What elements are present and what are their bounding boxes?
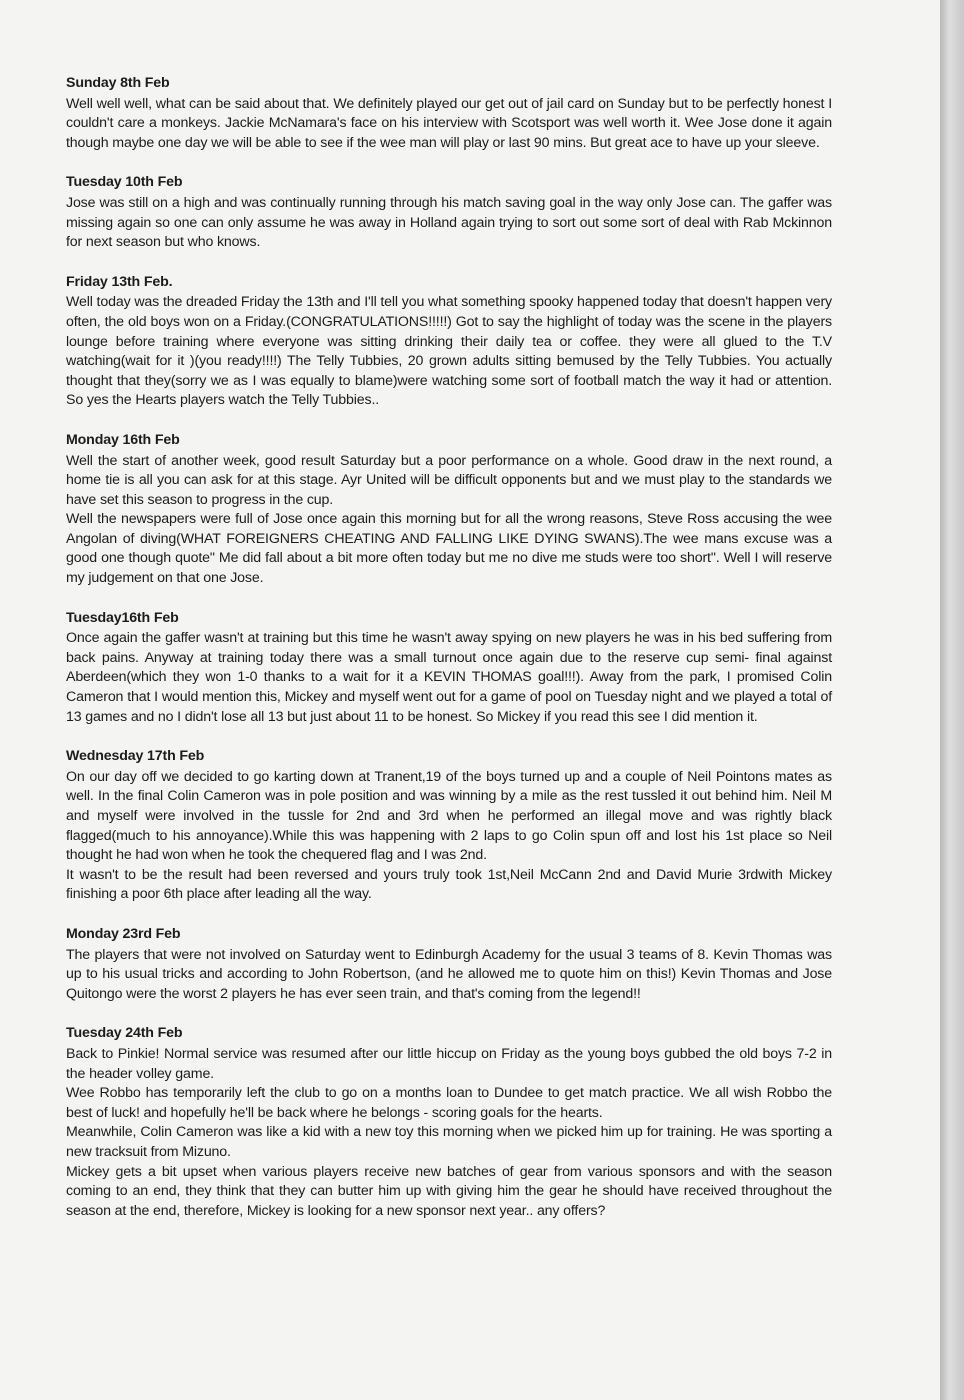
- diary-entry: [66, 431, 832, 589]
- entry-date-heading: Monday 16th Feb: [66, 431, 180, 448]
- diary-entry: [66, 925, 832, 1004]
- diary-entry: [66, 1024, 832, 1221]
- entry-paragraph: Wee Robbo has temporarily left the club to go on a months loan to Dundee to get match practice. We all wish Robbo the best of luck! and hopefully he'll be back where he belongs - scoring goals for the hearts.: [66, 1085, 832, 1121]
- entry-date-heading: Tuesday 24th Feb: [66, 1025, 183, 1042]
- entry-paragraph: Meanwhile, Colin Cameron was like a kid with a new toy this morning when we picked him up for training. He was sporting a new tracksuit from Mizuno.: [66, 1124, 832, 1160]
- entry-paragraph: Well the newspapers were full of Jose once again this morning but for all the wrong reasons, Steve Ross accusing the wee Angolan of diving(WHAT FOREIGNERS CHEATING AND FALLING LIKE DYING SWANS).The wee mans excuse was a good one though quote" Me did fall about a bit more often today but me no dive me studs were too short". Well I will reserve my judgement on that one Jose.: [66, 511, 832, 587]
- entry-paragraph: Well the start of another week, good result Saturday but a poor performance on a whole. Good draw in the next round, a home tie is all you can ask for at this stage. Ayr United will be difficult opponents but and we must play to the standards we have set this season to progress in the cup.: [66, 452, 832, 508]
- entry-paragraph: Jose was still on a high and was continually running through his match saving goal in the way only Jose can. The gaffer was missing again so one can only assume he was away in Holland again trying to sort out some sort of deal with Rab Mckinnon for next season but who knows.: [66, 194, 832, 251]
- entry-date-heading: Monday 23rd Feb: [66, 925, 181, 942]
- page-edge: [940, 0, 964, 1400]
- entry-date-heading: Tuesday 10th Feb: [66, 174, 183, 191]
- entry-date-heading: Tuesday16th Feb: [66, 609, 179, 626]
- diary-entry: [66, 747, 832, 905]
- entry-date-heading: Sunday 8th Feb: [66, 75, 170, 91]
- entry-paragraph: It wasn't to be the result had been reversed and yours truly took 1st,Neil McCann 2nd and David Murie 3rdwith Mickey finishing a poor 6th place after leading all the way.: [66, 866, 832, 903]
- entry-paragraph: The players that were not involved on Saturday went to Edinburgh Academy for the usual 3 teams of 8. Kevin Thomas was up to his usual tricks and according to John Robertson, (and he allowed me to quote him on this!) Kevin Thomas and Jose Quitongo were the worst 2 players he has ever seen train, and that's coming from the legend!!: [66, 946, 832, 1002]
- entry-paragraph: Mickey gets a bit upset when various players receive new batches of gear from various sponsors and with the season coming to an end, they think that they can butter him up with giving him the gear he should have received throughout the season at the end, therefore, Mickey is looking for a new sponsor next year.. any offers?: [66, 1163, 832, 1219]
- entry-date-heading: Wednesday 17th Feb: [66, 748, 205, 765]
- entry-date-heading: Friday 13th Feb.: [66, 273, 173, 290]
- entry-paragraph: On our day off we decided to go karting down at Tranent,19 of the boys turned up and a couple of Neil Pointons mates as well. In the final Colin Cameron was in pole position and was winning by a mile as the rest tussled it out behind him. Neil M and myself were involved in the tussle for 2nd and 3rd when he performed an illegal move and was rightly black flagged(much to his annoyance).While this was happening with 2 laps to go Colin spun off and lost his 1st place so Neil thought he had won when he took the chequered flag and I was 2nd.: [66, 768, 832, 864]
- diary-entry: [66, 173, 832, 252]
- diary-entry: [66, 609, 832, 728]
- entry-paragraph: Well today was the dreaded Friday the 13th and I'll tell you what something spooky happened today that doesn't happen very often, the old boys won on a Friday.(CONGRATULATIONS!!!!!) Got to say the highlight of today was the scene in the players lounge before training where everyone was sitting drinking their daily tea or coffee. they were all glued to the T.V watching(wait for it )(you ready!!!!) The Telly Tubbies, 20 grown adults sitting bemused by the Telly Tubbies. You actually thought that they(sorry we as I was equally to blame)were watching some sort of football match the way it had or attention. So yes the Hearts players watch the Telly Tubbies..: [66, 294, 832, 409]
- entry-paragraph: Well well well, what can be said about that. We definitely played our get out of jail card on Sunday but to be perfectly honest I couldn't care a monkeys. Jackie McNamara's face on his interview with Scotsport was well worth it. Wee Jose done it again though maybe one day we will be able to see if the wee man will play or last 90 mins. But great ace to have up your sleeve.: [66, 95, 832, 151]
- entry-paragraph: Back to Pinkie! Normal service was resumed after our little hiccup on Friday as the young boys gubbed the old boys 7-2 in the header volley game.: [66, 1045, 832, 1082]
- entry-paragraph: Once again the gaffer wasn't at training but this time he wasn't away spying on new players he was in his bed suffering from back pains. Anyway at training today there was a small turnout once again due to the reserve cup semi- final against Aberdeen(which they won 1-0 thanks to a wait for it a KEVIN THOMAS goal!!!). Away from the park, I promised Colin Cameron that I would mention this, Mickey and myself went out for a game of pool on Tuesday night and we played a total of 13 games and no I didn't lose all 13 but just about 11 to be honest. So Mickey if you read this see I did mention it.: [66, 630, 832, 725]
- diary-entry: [66, 273, 832, 411]
- diary-content: [66, 74, 832, 1241]
- diary-entry: [66, 74, 832, 153]
